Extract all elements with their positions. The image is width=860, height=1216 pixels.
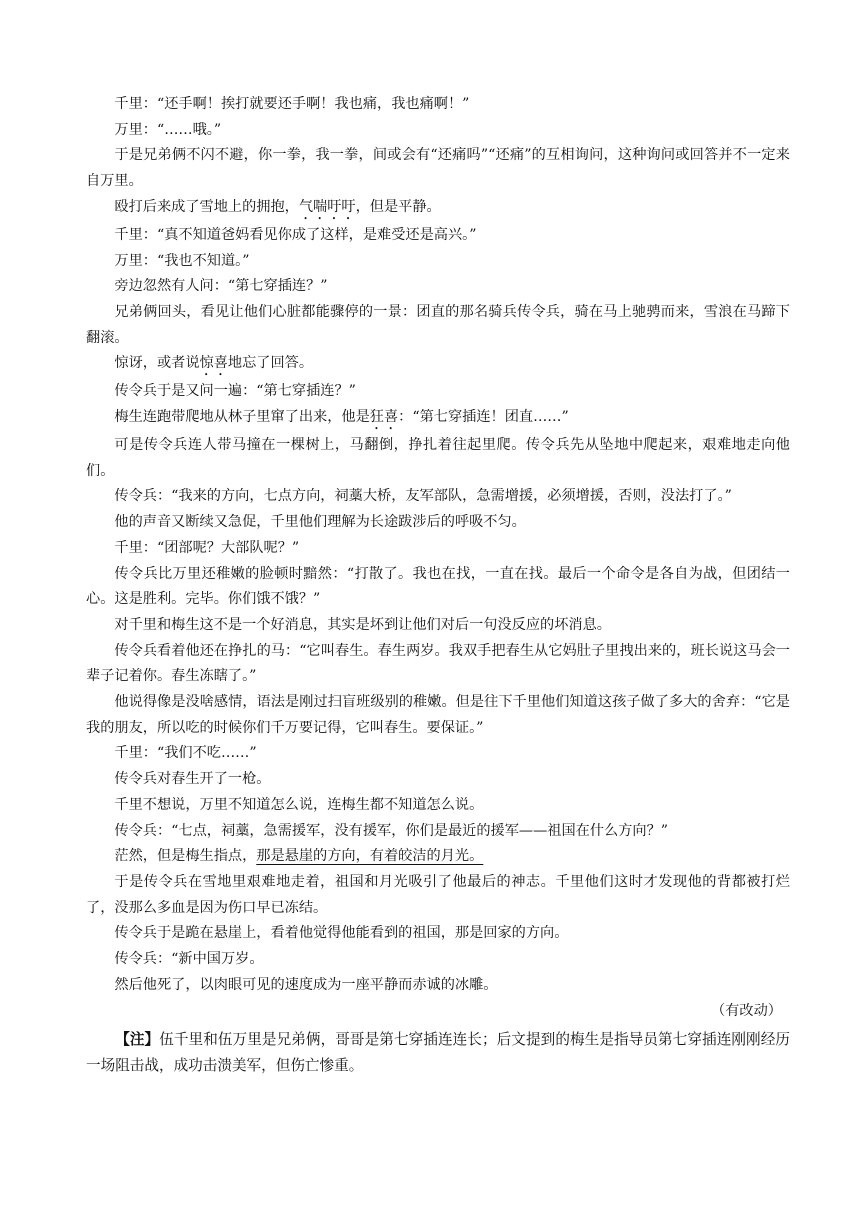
paragraph (86, 433, 790, 484)
paragraph-text: 万里：“我也不知道。” (114, 252, 250, 269)
paragraph (86, 819, 790, 845)
paragraph (86, 300, 790, 351)
footnote (86, 1027, 790, 1079)
paragraph (86, 510, 790, 536)
paragraph-text: 万里：“……哦。” (114, 121, 222, 138)
paragraph-text: 殴打后来成了雪地上的拥抱， (114, 198, 299, 215)
paragraph-text: 传令兵比万里还稚嫩的脸顿时黯然：“打散了。我也在找，一直在找。最后一个命令是各自为战，但团结一心。这是胜利。完毕。你们饿不饿？” (86, 565, 790, 608)
paragraph-list (86, 92, 790, 999)
paragraph (86, 973, 790, 999)
source-note: （有改动） (711, 1002, 782, 1019)
paragraph-text: 对千里和梅生这不是一个好消息，其实是坏到让他们对后一句没反应的坏消息。 (114, 616, 611, 633)
footnote-text: 伍千里和伍万里是兄弟俩，哥哥是第七穿插连连长；后文提到的梅生是指导员第七穿插连刚刚经历一场阻击战，成功击溃美军，但伤亡惨重。 (86, 1031, 790, 1075)
paragraph-text: 茫然，但是梅生指点， (114, 848, 257, 865)
paragraph-text: 千里：“还手啊！挨打就要还手啊！我也痛，我也痛啊！” (114, 96, 470, 112)
paragraph (86, 484, 790, 510)
paragraph (86, 844, 790, 870)
emphasis-dotted-text: 气喘吁吁 (298, 198, 356, 215)
paragraph (86, 351, 790, 379)
paragraph-text: 传令兵：“新中国万岁。 (114, 951, 264, 968)
paragraph-text: 千里：“团部呢？大部队呢？” (114, 539, 300, 556)
paragraph-text: 于是兄弟俩不闪不避，你一拳，我一拳，间或会有“还痛吗”“还痛”的互相询问，这种询问或回答并不一定来自万里。 (86, 147, 790, 190)
article-body (86, 92, 790, 1079)
paragraph (86, 118, 790, 144)
paragraph (86, 741, 790, 767)
paragraph-text: 于是传令兵在雪地里艰难地走着，祖国和月光吸引了他最后的神志。千里他们这时才发现他的背都被打烂了，没那么多血是因为伤口早已冻结。 (86, 873, 790, 916)
paragraph-text: ：“第七穿插连！团直……” (398, 409, 569, 426)
paragraph-text: 传令兵看着他还在挣扎的马：“它叫春生。春生两岁。我双手把春生从它妈肚子里拽出来的，班长说这马会一辈子记着你。春生冻瞎了。” (86, 642, 790, 685)
paragraph (86, 921, 790, 947)
paragraph-text: 然后他死了，以肉眼可见的速度成为一座平静而赤诚的冰雕。 (114, 976, 498, 993)
paragraph (86, 249, 790, 275)
paragraph (86, 562, 790, 613)
footnote-tag: 【注】 (115, 1031, 160, 1049)
paragraph-text: 传令兵：“我来的方向，七点方向，祠藁大桥，友军部队，急需增援，必须增援，否则，没法打了。” (114, 488, 732, 505)
paragraph (86, 536, 790, 562)
paragraph-text: 传令兵：“七点，祠藁，急需援军，没有援军，你们是最近的援军——祖国在什么方向？” (114, 822, 669, 839)
paragraph-text: 千里不想说，万里不知道怎么说，连梅生都不知道怎么说。 (114, 796, 484, 813)
paragraph (86, 223, 790, 249)
paragraph-text: ，但是平静。 (355, 198, 441, 215)
paragraph (86, 274, 790, 300)
paragraph-text: 旁边忽然有人问：“第七穿插连？” (114, 278, 328, 295)
paragraph-text: 千里：“我们不吃……” (114, 745, 257, 762)
paragraph-text: 传令兵于是跪在悬崖上，看着他觉得他能看到的祖国，那是回家的方向。 (114, 925, 569, 942)
paragraph-text: 梅生连跑带爬地从林子里窜了出来，他是 (114, 409, 370, 426)
paragraph (86, 613, 790, 639)
paragraph-text: 他说得像是没啥感情，语法是刚过扫盲班级别的稚嫩。但是往下千里他们知道这孩子做了多大的舍弃：“它是我的朋友，所以吃的时候你们千万要记得，它叫春生。要保证。” (86, 694, 790, 736)
paragraph-text: 传令兵对春生开了一枪。 (114, 771, 271, 788)
paragraph-text: 惊讶，或者说 (114, 355, 200, 372)
paragraph (86, 690, 790, 741)
paragraph (86, 793, 790, 819)
paragraph (86, 92, 790, 118)
underlined-sentence: 那是悬崖的方向，有着皎洁的月光。 (256, 848, 484, 865)
paragraph-text: 传令兵于是又问一遍：“第七穿插连？” (114, 383, 356, 400)
paragraph-text: 兄弟俩回头，看见让他们心脏都能骤停的一景：团直的那名骑兵传令兵，骑在马上驰骋而来，雪浪在马蹄下翻滚。 (86, 303, 790, 346)
emphasis-dotted-text: 狂喜 (369, 409, 399, 426)
paragraph (86, 405, 790, 433)
paragraph (86, 947, 790, 973)
paragraph (86, 143, 790, 194)
paragraph (86, 870, 790, 921)
paragraph (86, 379, 790, 405)
paragraph-text: 可是传令兵连人带马撞在一棵树上，马翻倒，挣扎着往起里爬。传令兵先从坠地中爬起来，艰难地走向他们。 (86, 437, 790, 479)
paragraph-text: 千里：“真不知道爸妈看见你成了这样，是难受还是高兴。” (114, 226, 477, 243)
paragraph-text: 他的声音又断续又急促，千里他们理解为长途跋涉后的呼吸不匀。 (114, 514, 526, 531)
paragraph (86, 195, 790, 223)
emphasis-dotted-text: 惊喜 (199, 355, 228, 372)
paragraph (86, 767, 790, 793)
paragraph-text: 地忘了回答。 (227, 355, 314, 372)
paragraph (86, 639, 790, 690)
